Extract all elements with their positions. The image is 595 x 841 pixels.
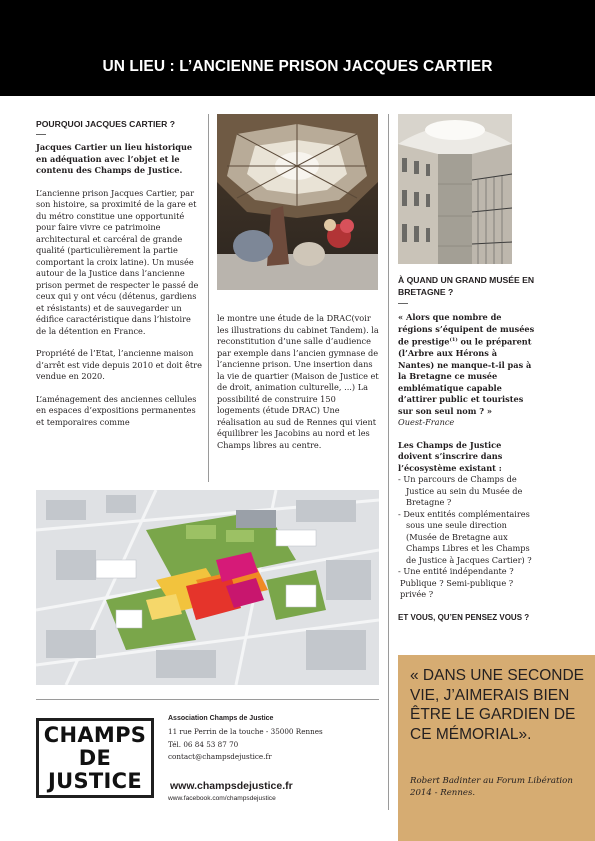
column-1-text bbox=[36, 142, 202, 439]
website-link[interactable]: www.champsdejustice.fr bbox=[170, 780, 293, 792]
address: 11 rue Perrin de la touche - 35000 Rennes bbox=[168, 726, 323, 736]
section-underline bbox=[398, 303, 408, 304]
logo-line-3: JUSTICE bbox=[48, 769, 142, 793]
column-3-text bbox=[398, 312, 536, 623]
footnote-marker: (1) bbox=[449, 337, 458, 343]
column-divider-2 bbox=[388, 114, 389, 810]
column-divider-1 bbox=[208, 114, 209, 482]
section-title-why: POURQUOI JACQUES CARTIER ? bbox=[36, 119, 175, 129]
email-link[interactable]: contact@champsdejustice.fr bbox=[168, 752, 272, 762]
quote-part-b: ou le préparent (l’Arbre aux Hérons à Nantes) ne manque-t-il pas à la Bretagne ce musée emblématique capable d’attirer public et touristes sur son seul nom ? » bbox=[398, 336, 532, 416]
aerial-project-rendering bbox=[36, 490, 379, 685]
cell-block-photo bbox=[398, 114, 512, 264]
section-title-museum: À QUAND UN GRAND MUSÉE EN BRETAGNE ? bbox=[398, 275, 535, 297]
list-item: - Une entité indépendante ? bbox=[398, 566, 514, 577]
ecosystem-list bbox=[398, 474, 536, 601]
org-name: Association Champs de Justice bbox=[168, 715, 274, 722]
section-underline bbox=[36, 134, 46, 135]
page-title: UN LIEU : L’ANCIENNE PRISON JACQUES CARTIER bbox=[102, 58, 493, 75]
closing-question: ET VOUS, QU’EN PENSEZ VOUS ? bbox=[398, 612, 530, 622]
prison-hall-photo bbox=[217, 114, 378, 290]
list-item: - Un parcours de Champs de Justice au sein du Musée de Bretagne ? bbox=[398, 474, 523, 508]
footer-divider bbox=[36, 699, 379, 700]
paragraph-history: L’ancienne prison Jacques Cartier, par son histoire, sa proximité de la gare et du métro constitue une opportunité pour faire vivre ce patrimoine architectural et carcéral de grande qualité (particulièrement la partie comportant la croix latine). Un musée autour de la Justice dans l’ancienne prison permet de respecter le passé de ceux qui y ont vécu (détenus, gardiens et résistants) et de sauvegarder un édifice caractéristique dans l’histoire de la détention en France. bbox=[36, 187, 199, 336]
column-2-text: le montre une étude de la DRAC(voir les illustrations du cabinet Tandem). la reconstitution d’une salle d’audience par exemple dans l’ancien gymnase de l’ancienne prison. Une insertion dans la vie de quartier (Maison de Justice et de droit, animation culturelle, ...) La possibilité de construire 150 logements (étude DRAC) Une réalisation au sud de Rennes qui vient équilibrer les Jacobins au nord et les Champs libres au centre. bbox=[217, 313, 379, 450]
paragraph-property: Propriété de l’Etat, l’ancienne maison d’arrêt est vide depuis 2010 et doit être vendue en 2020. bbox=[36, 348, 202, 381]
ecosystem-title: Les Champs de Justice doivent s’inscrire dans l’écosystème existant : bbox=[398, 439, 503, 473]
quote-part-a: « Alors que nombre de régions s’équipent de musées de prestige bbox=[398, 312, 535, 347]
lead-paragraph: Jacques Cartier un lieu historique en adéquation avec l’objet et le contenu des Champs de Justice. bbox=[36, 142, 193, 175]
facebook-link[interactable]: www.facebook.com/champsdejustice bbox=[168, 795, 276, 802]
paragraph-cells: L’aménagement des anciennes cellules en espaces d’expositions permanentes et temporaires comme bbox=[36, 393, 197, 427]
list-item: Publique ? Semi-publique ? bbox=[400, 577, 514, 588]
quote-attribution: Robert Badinter au Forum Libération 2014 - Rennes. bbox=[410, 776, 573, 798]
list-item: privée ? bbox=[400, 589, 434, 600]
list-item: - Deux entités complémentaires sous une seule direction (Musée de Bretagne aux Champs Libres et les Champs de Justice à Jacques Cartier) ? bbox=[398, 508, 532, 565]
logo-line-2: DE bbox=[78, 746, 112, 770]
phone: Tél. 06 84 53 87 70 bbox=[168, 739, 239, 749]
page-header bbox=[0, 0, 595, 96]
contact-block bbox=[168, 713, 378, 764]
badinter-quote: « DANS UNE SECONDE VIE, J’AIMERAIS BIEN ÊTRE LE GARDIEN DE CE MÉMORIAL». bbox=[410, 667, 584, 744]
champs-de-justice-logo bbox=[36, 718, 154, 798]
ouest-france-quote bbox=[398, 312, 536, 417]
quote-source: Ouest-France bbox=[398, 417, 455, 428]
logo-line-1: CHAMPS bbox=[43, 723, 147, 747]
